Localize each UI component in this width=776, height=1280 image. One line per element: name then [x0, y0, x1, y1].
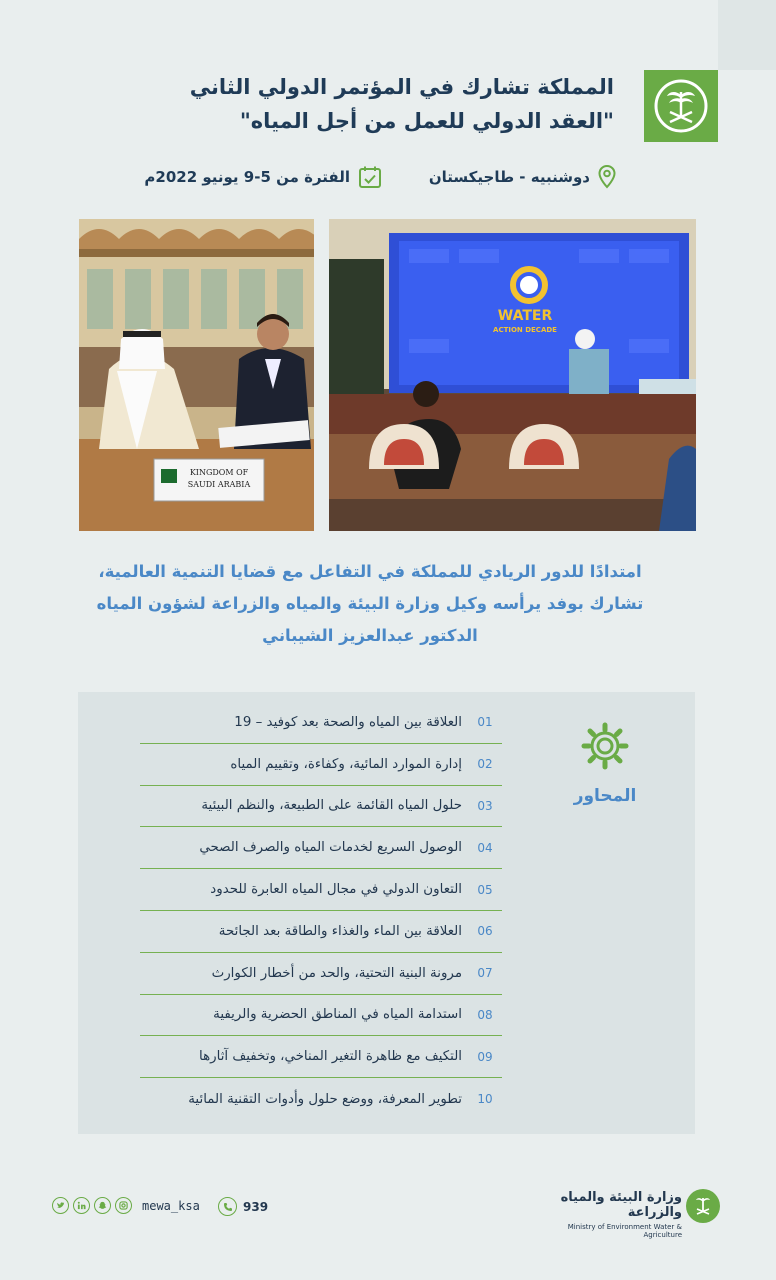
axis-text: تطوير المعرفة، ووضع حلول وأدوات التقنية المائية: [188, 1091, 462, 1107]
intro-line-1: امتدادًا للدور الريادي للمملكة في التفاعل مع قضايا التنمية العالمية،: [98, 562, 642, 581]
axis-text: العلاقة بين الماء والغذاء والطاقة بعد الجائحة: [218, 923, 462, 939]
title-line-2: "العقد الدولي للعمل من أجل المياه": [239, 109, 614, 133]
nameplate-line-1: KINGDOM OF: [189, 468, 249, 477]
axis-text: إدارة الموارد المائية، وكفاءة، وتقييم المياه: [230, 756, 462, 772]
axis-text: التعاون الدولي في مجال المياه العابرة للحدود: [210, 882, 462, 898]
palm-emblem-icon: [653, 78, 709, 134]
axis-text: مرونة البنية التحتية، والحد من أخطار الكوارث: [211, 965, 462, 981]
axis-number: 02: [477, 757, 493, 772]
axis-number: 04: [477, 840, 493, 855]
axis-number: 05: [477, 882, 493, 897]
ministry-name-ar: وزارة البيئة والمياه والزراعة: [560, 1190, 682, 1220]
ministry-logo-box: [644, 70, 718, 142]
axis-text: التكيف مع ظاهرة التغير المناخي، وتخفيف آثارها: [199, 1049, 462, 1065]
axis-number: 03: [477, 798, 493, 813]
linkedin-icon[interactable]: [73, 1197, 90, 1214]
event-period: [144, 162, 382, 192]
axis-number: 06: [477, 924, 493, 939]
axis-item-07: [140, 953, 502, 995]
ministry-name-en: Ministry of Environment Water & Agriculture: [567, 1223, 682, 1239]
axes-header: [560, 722, 650, 806]
location-text: دوشنبيه - طاجيكستان: [428, 168, 590, 186]
intro-line-2: تشارك بوفد يرأسه وكيل وزارة البيئة والمياه والزراعة لشؤون المياه: [96, 594, 644, 613]
axis-text: استدامة المياه في المناطق الحضرية والريفية: [213, 1007, 462, 1023]
phone-icon[interactable]: [218, 1197, 237, 1216]
axis-number: 10: [477, 1092, 493, 1107]
title-line-1: المملكة تشارك في المؤتمر الدولي الثاني: [189, 75, 614, 99]
axis-item-05: [140, 869, 502, 911]
axis-item-04: [140, 827, 502, 869]
axis-number: 08: [477, 1007, 493, 1022]
photo-conference-hall: [329, 219, 696, 531]
axis-item-01: [140, 702, 502, 744]
axis-text: الوصول السريع لخدمات المياه والصرف الصحي: [199, 840, 462, 856]
axis-number: 01: [477, 715, 493, 730]
event-location: [429, 162, 616, 192]
intro-paragraph: [70, 556, 670, 652]
axis-item-06: [140, 911, 502, 953]
contact-phone: [218, 1197, 268, 1216]
screen-title-line-2: ACTION DECADE: [493, 326, 557, 334]
axes-label: المحاور: [573, 786, 637, 806]
axis-number: 07: [477, 966, 493, 981]
axis-item-02: [140, 744, 502, 786]
axis-item-10: [140, 1078, 502, 1120]
axis-number: 09: [477, 1049, 493, 1064]
calendar-check-icon: [358, 165, 382, 189]
ministry-name: [532, 1190, 682, 1239]
axis-text: حلول المياه القائمة على الطبيعة، والنظم البيئية: [201, 798, 462, 814]
axes-list: [140, 702, 502, 1120]
nameplate-line-2: SAUDI ARABIA: [187, 480, 251, 489]
photo-delegation: [79, 219, 314, 531]
gear-icon: [581, 722, 629, 770]
twitter-icon[interactable]: [52, 1197, 69, 1214]
axis-item-08: [140, 995, 502, 1037]
period-text: الفترة من 5-9 يونيو 2022م: [144, 168, 350, 186]
social-links: [52, 1197, 200, 1214]
instagram-icon[interactable]: [115, 1197, 132, 1214]
screen-title-line-1: WATER: [497, 308, 553, 324]
axis-item-03: [140, 786, 502, 828]
page-title: [94, 70, 614, 138]
phone-number[interactable]: 939: [243, 1199, 269, 1214]
map-pin-icon: [598, 165, 616, 189]
social-handle[interactable]: mewa_ksa: [142, 1198, 200, 1213]
intro-line-3: الدكتور عبدالعزيز الشيباني: [262, 626, 478, 645]
snapchat-icon[interactable]: [94, 1197, 111, 1214]
corner-decoration: [718, 0, 776, 70]
ministry-emblem-icon: [686, 1189, 720, 1223]
axis-text: العلاقة بين المياه والصحة بعد كوفيد – 19: [234, 714, 462, 730]
axis-item-09: [140, 1036, 502, 1078]
